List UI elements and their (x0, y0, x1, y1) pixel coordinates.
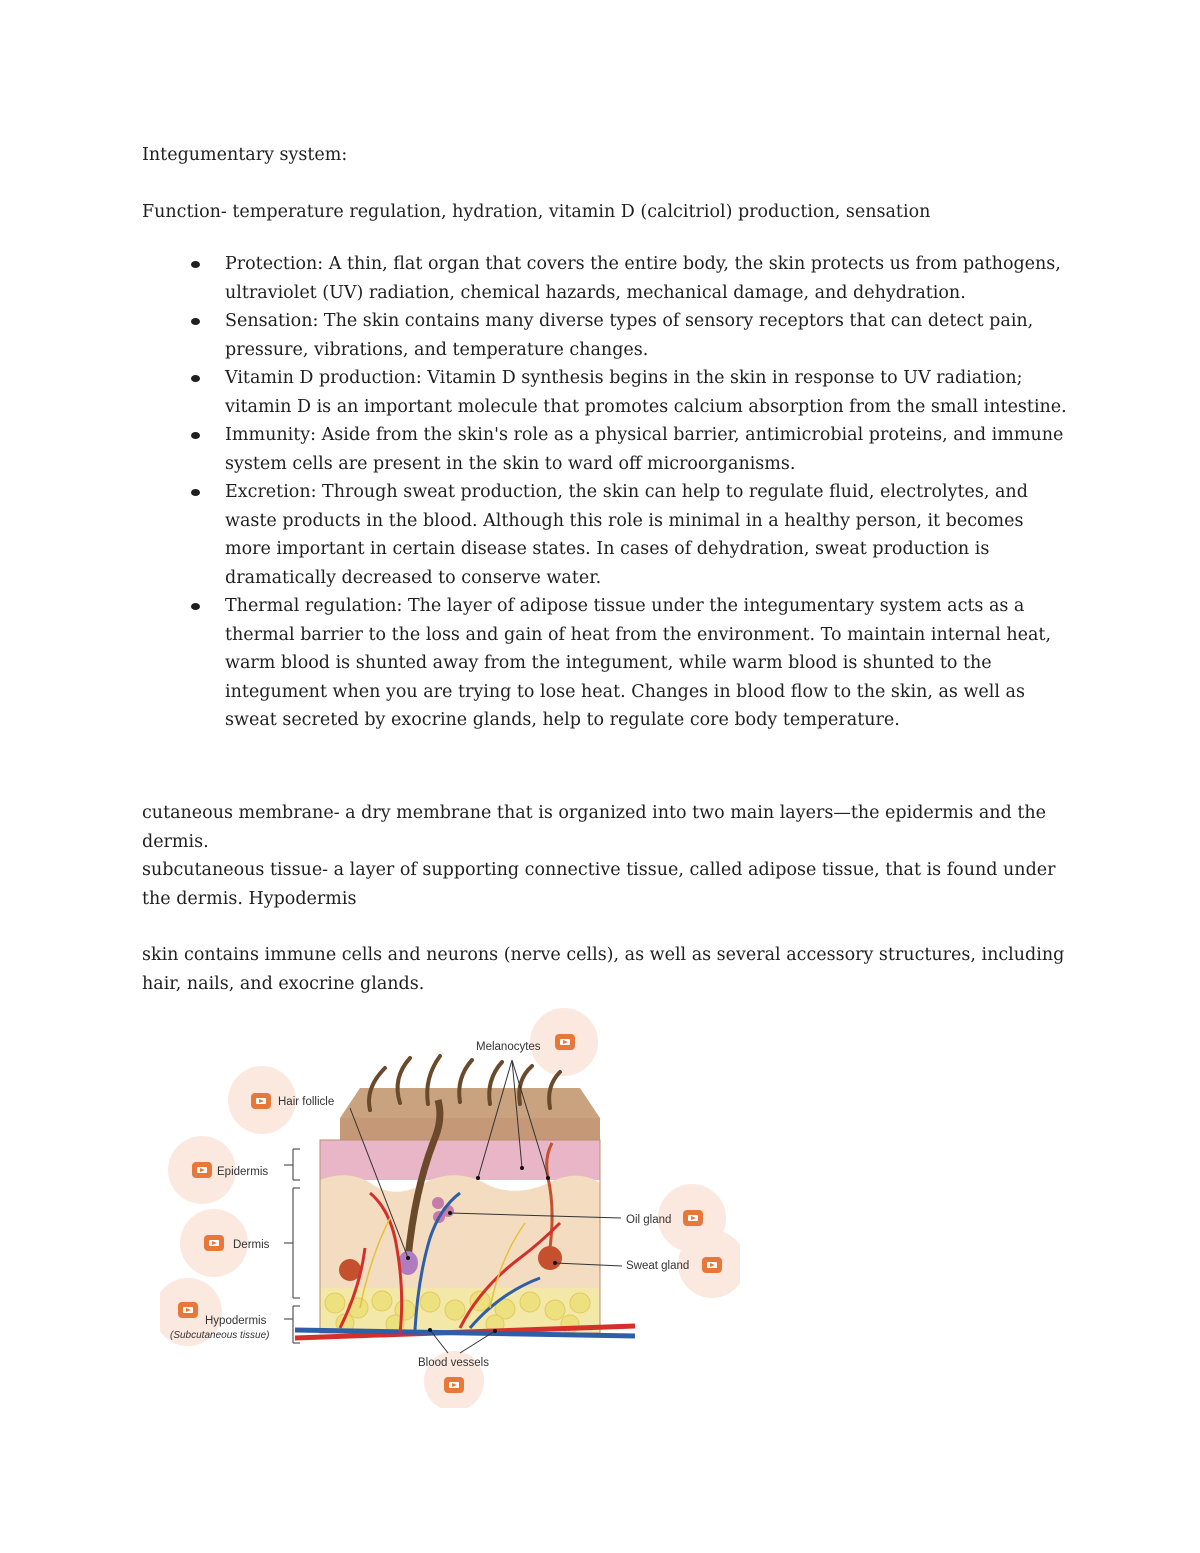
bullet-icon (191, 318, 200, 325)
sweat-gland-video-icon[interactable] (702, 1257, 722, 1273)
bullet-icon (191, 375, 200, 382)
epidermis-video-icon[interactable] (192, 1162, 212, 1178)
label-hypodermis: Hypodermis (205, 1315, 267, 1327)
list-item: Immunity: Aside from the skin's role as a physical barrier, antimicrobial proteins, and immune system cells are present in the skin to ward off microorganisms. (142, 421, 1072, 478)
list-item: Thermal regulation: The layer of adipose tissue under the integumentary system acts as a thermal barrier to the loss and gain of heat from the environment. To maintain internal heat, warm blood is shunted away from the integument, while warm blood is shunted to the integument when you are trying to lose heat. Changes in blood flow to the skin, as well as sweat secreted by exocrine glands, help to regulate core body temperature. (142, 592, 1072, 735)
list-item: Protection: A thin, flat organ that covers the entire body, the skin protects us from pathogens, ultraviolet (UV) radiation, chemical hazards, mechanical damage, and dehydration. (142, 250, 1072, 307)
dermis-video-icon[interactable] (204, 1235, 224, 1251)
label-subcutaneous: (Subcutaneous tissue) (170, 1330, 270, 1341)
list-item: Sensation: The skin contains many diverse types of sensory receptors that can detect pain, pressure, vibrations, and temperature changes. (142, 307, 1072, 364)
label-blood-vessels: Blood vessels (418, 1357, 489, 1369)
blood-vessels-video-icon[interactable] (444, 1377, 464, 1393)
oil-gland-video-icon[interactable] (683, 1210, 703, 1226)
page-title: Integumentary system: (142, 145, 348, 165)
layer-brackets (284, 1149, 300, 1343)
function-list (142, 250, 1072, 735)
bullet-icon (191, 603, 200, 610)
skin-diagram (160, 1008, 740, 1408)
label-epidermis: Epidermis (217, 1166, 269, 1178)
subcutaneous-definition: subcutaneous tissue- a layer of supporting connective tissue, called adipose tissue, that is found under the dermis. Hypodermis (142, 860, 1056, 909)
melanocytes-video-icon[interactable] (555, 1034, 575, 1050)
bullet-icon (191, 432, 200, 439)
hypodermis-video-icon[interactable] (178, 1302, 198, 1318)
list-item: Vitamin D production: Vitamin D synthesis begins in the skin in response to UV radiation; vitamin D is an important molecule that promotes calcium absorption from the small intestine. (142, 364, 1072, 421)
list-item: Excretion: Through sweat production, the skin can help to regulate fluid, electrolytes, and waste products in the blood. Although this role is minimal in a healthy person, it becomes more important in certain disease states. In cases of dehydration, sweat production is dramatically decreased to conserve water. (142, 478, 1072, 592)
label-dermis: Dermis (233, 1239, 270, 1251)
bullet-icon (191, 261, 200, 268)
bullet-icon (191, 489, 200, 496)
hair-follicle-video-icon[interactable] (251, 1093, 271, 1109)
function-line: Function- temperature regulation, hydration, vitamin D (calcitriol) production, sensation (142, 202, 931, 222)
skin-structures-paragraph: skin contains immune cells and neurons (nerve cells), as well as several accessory structures, including hair, nails, and exocrine glands. (142, 945, 1065, 994)
cutaneous-definition: cutaneous membrane- a dry membrane that is organized into two main layers—the epidermis and the dermis. (142, 803, 1046, 852)
label-oil-gland: Oil gland (626, 1214, 672, 1226)
label-sweat-gland: Sweat gland (626, 1260, 690, 1272)
label-melanocytes: Melanocytes (476, 1041, 541, 1053)
label-hair-follicle: Hair follicle (278, 1096, 335, 1108)
